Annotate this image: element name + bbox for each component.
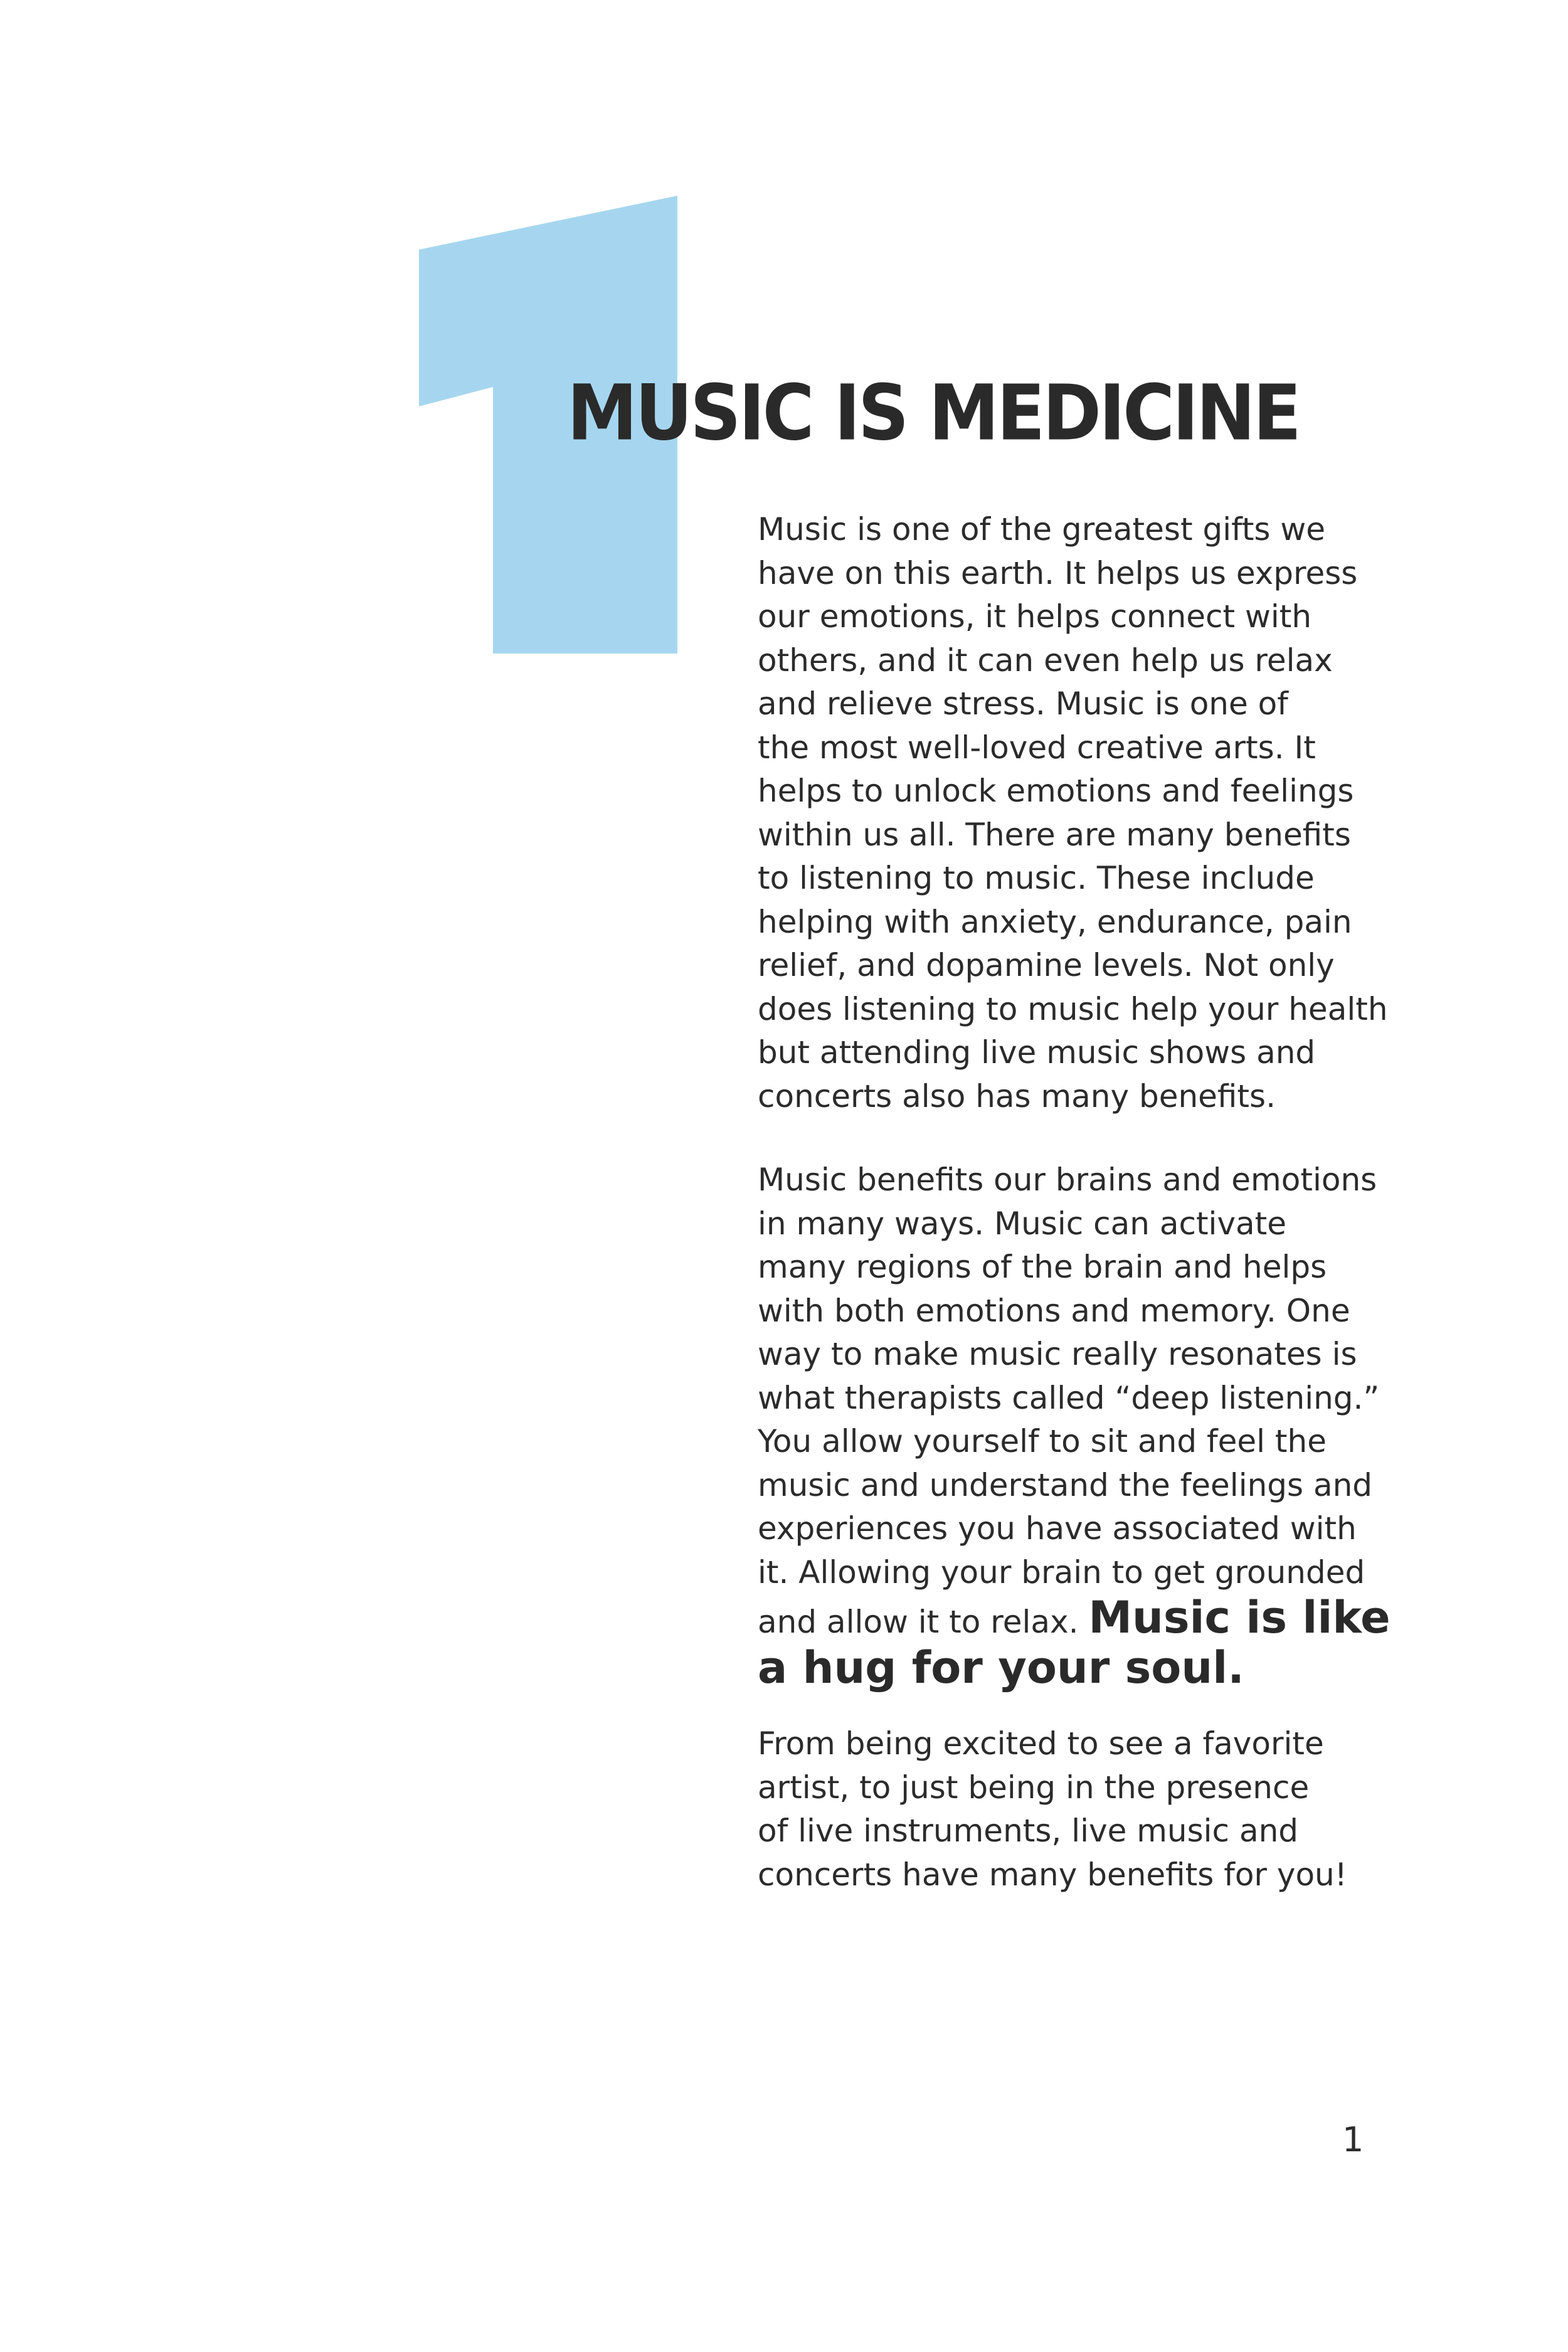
paragraph-line: You allow yourself to sit and feel the: [758, 1423, 1327, 1459]
chapter-title: MUSIC IS MEDICINE: [567, 368, 1299, 458]
paragraph-line: many regions of the brain and helps: [758, 1249, 1327, 1285]
paragraph-line: does listening to music help your health: [758, 990, 1388, 1027]
paragraph-line: artist, to just being in the presence: [758, 1769, 1310, 1806]
paragraph-line: to listening to music. These include: [758, 860, 1315, 896]
paragraph-line: within us all. There are many benefits: [758, 816, 1351, 853]
paragraph-line: what therapists called “deep listening.”: [758, 1379, 1380, 1416]
page-number: 1: [1342, 2120, 1364, 2159]
paragraph-line: concerts also has many benefits.: [758, 1078, 1276, 1115]
paragraph-3: [758, 1722, 1385, 1897]
paragraph-line: music and understand the feelings and: [758, 1466, 1373, 1503]
paragraph-line: our emotions, it helps connect with: [758, 598, 1312, 635]
paragraph-line-with-pull-quote: [758, 1592, 1391, 1645]
paragraph-line: but attending live music shows and: [758, 1034, 1316, 1071]
paragraph-line: have on this earth. It helps us express: [758, 554, 1358, 591]
paragraph-line: helps to unlock emotions and feelings: [758, 773, 1354, 809]
paragraph-line: Music benefits our brains and emotions: [758, 1162, 1377, 1198]
paragraph-line: relief, and dopamine levels. Not only: [758, 947, 1335, 983]
paragraph-1: [758, 508, 1388, 1118]
paragraph-line: with both emotions and memory. One: [758, 1292, 1350, 1329]
paragraph-line: experiences you have associated with: [758, 1510, 1357, 1547]
paragraph-line: it. Allowing your brain to get grounded: [758, 1554, 1365, 1591]
paragraph-line: From being excited to see a favorite: [758, 1725, 1324, 1762]
paragraph-2: [758, 1158, 1391, 1693]
paragraph-line: others, and it can even help us relax: [758, 642, 1333, 679]
paragraph-line: helping with anxiety, endurance, pain: [758, 903, 1352, 940]
pull-quote-part-2: a hug for your soul.: [758, 1641, 1244, 1693]
paragraph-text: and allow it to relax.: [758, 1604, 1089, 1640]
paragraph-line: way to make music really resonates is: [758, 1336, 1357, 1372]
paragraph-line: Music is one of the greatest gifts we: [758, 511, 1326, 548]
paragraph-line: the most well-loved creative arts. It: [758, 729, 1316, 766]
paragraph-line: and relieve stress. Music is one of: [758, 686, 1288, 722]
pull-quote-part-1: Music is like: [1088, 1592, 1391, 1643]
paragraph-line: concerts have many benefits for you!: [758, 1856, 1347, 1893]
paragraph-line: in many ways. Music can activate: [758, 1205, 1287, 1242]
paragraph-line: of live instruments, live music and: [758, 1813, 1299, 1849]
